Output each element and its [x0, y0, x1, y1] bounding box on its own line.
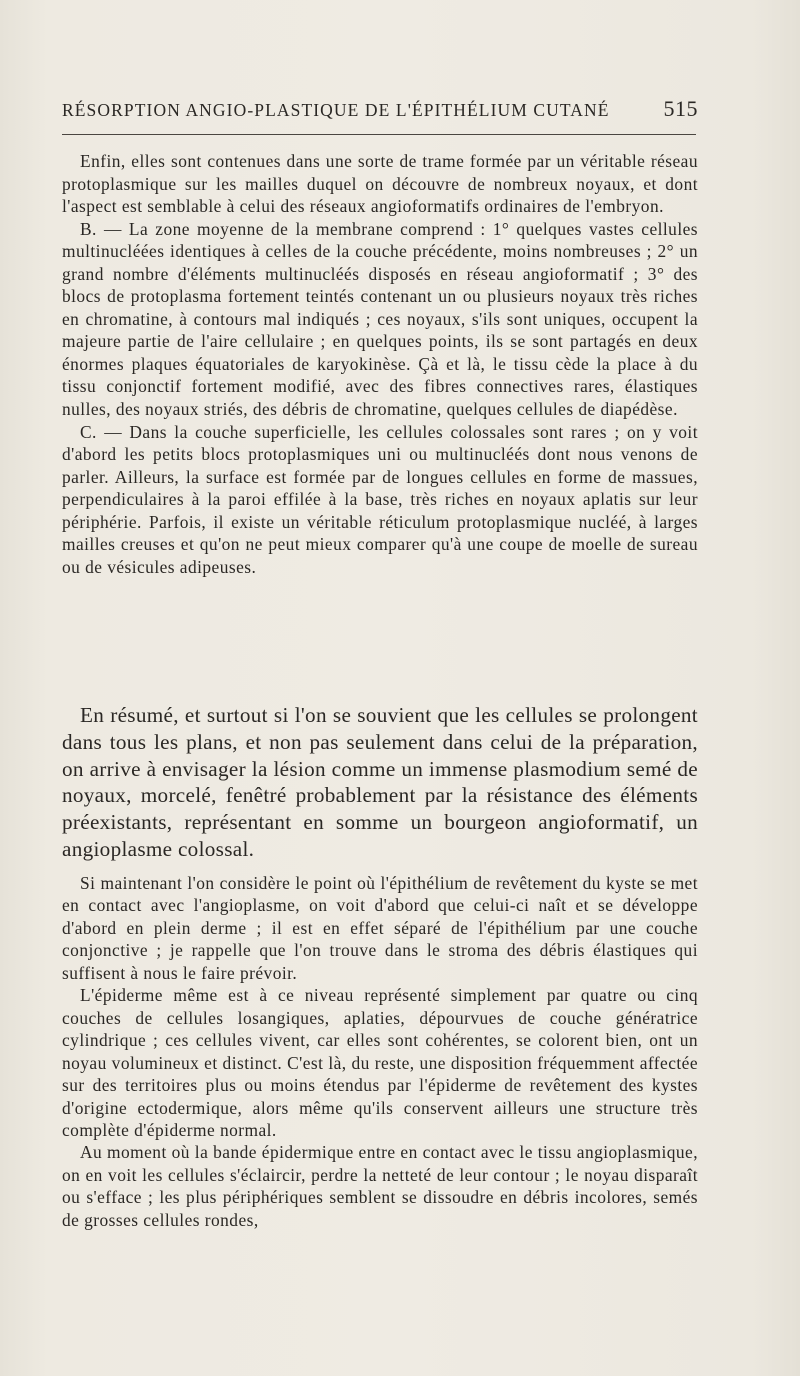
paragraph-enfin: Enfin, elles sont contenues dans une sorte de trame formée par un véritable réseau protoplasmique sur les mailles duquel on découvre de nombreux noyaux, et dont l'aspect est semblable à celui des réseaux angioformatifs ordinaires de l'embryon.	[62, 151, 698, 217]
body-text-top	[62, 150, 698, 578]
paragraph-b-zone-moyenne: B. — La zone moyenne de la membrane comprend : 1° quelques vastes cellules multinucléées identiques à celles de la couche précédente, moins nombreuses ; 2° un grand nombre d'éléments multinucléés disposés en réseau angioformatif ; 3° des blocs de protoplasma fortement teintés contenant un ou plusieurs noyaux très riches en chromatine, à contours mal indiqués ; ces noyaux, s'ils sont uniques, occupent la majeure partie de l'aire cellulaire ; en quelques points, ils se sont partagés en deux énormes plaques équatoriales de karyokinèse. Çà et là, le tissu cède la place à du tissu conjonctif fortement modifié, avec des fibres connectives rares, élastiques nulles, des noyaux striés, des débris de chromatine, quelques cellules de diapédèse.	[62, 218, 698, 420]
summary-block	[62, 702, 698, 863]
paragraph-si-maintenant: Si maintenant l'on considère le point où l'épithélium de revêtement du kyste se met en contact avec l'angioplasme, on voit d'abord que celui-ci naît et se développe d'abord en plein derme ; il est en effet séparé de l'épithélium par une couche conjonctive ; je rappelle que l'on trouve dans le stroma des débris élastiques qui suffisent à nous le faire prévoir.	[62, 873, 698, 983]
body-text-bottom	[62, 872, 698, 1231]
page-number: 515	[663, 96, 698, 121]
paragraph-l-epiderme: L'épiderme même est à ce niveau représenté simplement par quatre ou cinq couches de cellules losangiques, aplaties, dépourvues de couche génératrice cylindrique ; ces cellules vivent, car elles sont cohérentes, se colorent bien, ont un noyau volumineux et distinct. C'est là, du reste, une disposition fréquemment affectée sur des territoires plus ou moins étendus par l'épiderme de revêtement des kystes d'origine ectodermique, alors même qu'ils conservent ailleurs une structure très complète d'épiderme normal.	[62, 985, 698, 1140]
page-header	[62, 96, 698, 126]
paragraph-en-resume: En résumé, et surtout si l'on se souvient que les cellules se prolongent dans tous les plans, et non pas seulement dans celui de la préparation, on arrive à envisager la lésion comme un immense plasmodium semé de noyaux, morcelé, fenêtré probablement par la résistance des éléments préexistants, représentant en somme un bourgeon angioformatif, un angioplasme colossal.	[62, 703, 698, 861]
paragraph-au-moment: Au moment où la bande épidermique entre en contact avec le tissu angioplasmique, on en voit les cellules s'éclaircir, perdre la netteté de leur contour ; le noyau disparaît ou s'efface ; les plus périphériques semblent se dissoudre en débris incolores, semés de grosses cellules rondes,	[62, 1142, 698, 1230]
header-rule	[62, 134, 696, 135]
running-title: RÉSORPTION ANGIO-PLASTIQUE DE L'ÉPITHÉLIUM CUTANÉ	[62, 100, 610, 120]
paragraph-c-couche-superficielle: C. — Dans la couche superficielle, les cellules colossales sont rares ; on y voit d'abord les petits blocs protoplasmiques uni ou multinucléés dont nous venons de parler. Ailleurs, la surface est formée par de longues cellules en forme de massues, perpendiculaires à la paroi effilée à la base, très riches en noyaux aplatis sur leur périphérie. Parfois, il existe un véritable réticulum protoplasmique nucléé, à larges mailles creuses et qu'on ne peut mieux comparer qu'à une coupe de moelle de sureau ou de vésicules adipeuses.	[62, 421, 698, 577]
